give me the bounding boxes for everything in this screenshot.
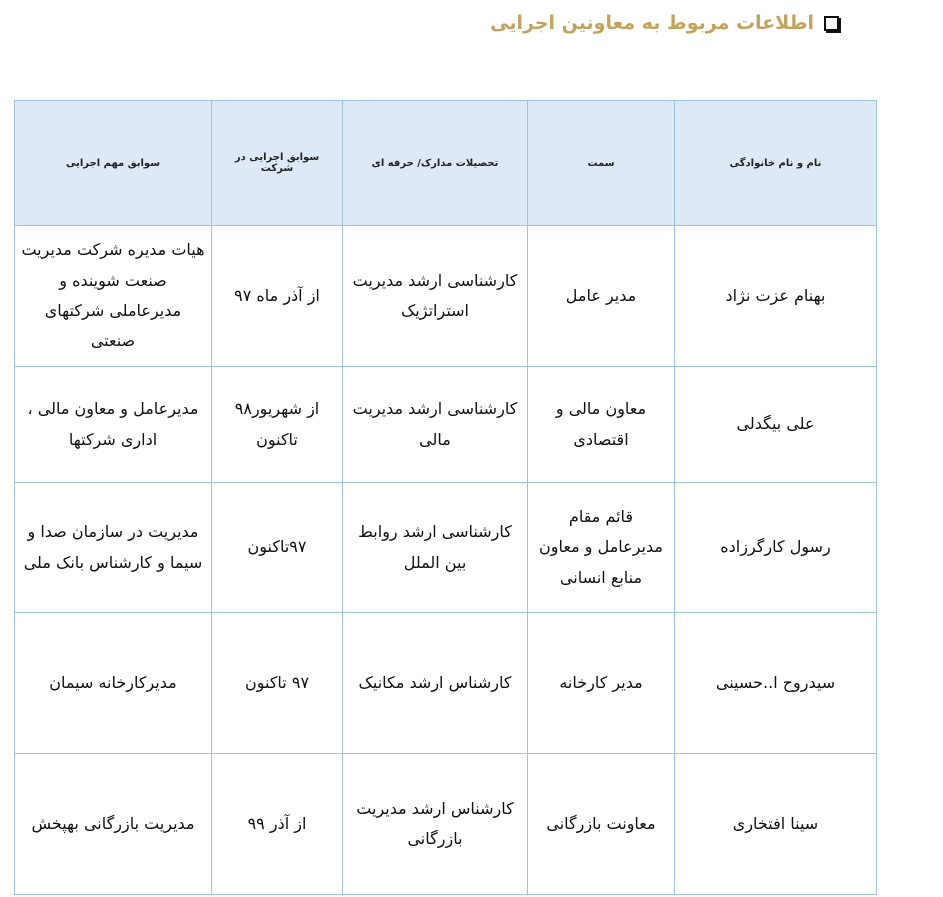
cell-education: کارشناس ارشد مدیریت بازرگانی bbox=[343, 754, 528, 895]
cell-key-record: مدیرعامل و معاون مالی ، اداری شرکتها bbox=[15, 367, 212, 483]
page-title: اطلاعات مربوط به معاونین اجرایی bbox=[490, 12, 814, 34]
cell-position: معاون مالی و اقتصادی bbox=[528, 367, 675, 483]
cell-name: رسول کارگرزاده bbox=[675, 483, 877, 613]
cell-key-record: مدیریت بازرگانی بهپخش bbox=[15, 754, 212, 895]
cell-key-record: مدیریت در سازمان صدا و سیما و کارشناس بانک ملی bbox=[15, 483, 212, 613]
cell-name: علی بیگدلی bbox=[675, 367, 877, 483]
cell-company-record: از شهریور۹۸ تاکنون bbox=[212, 367, 343, 483]
table-header-row bbox=[15, 101, 877, 226]
cell-name: بهنام عزت نژاد bbox=[675, 226, 877, 367]
table-row bbox=[15, 613, 877, 754]
checkbox-icon bbox=[824, 16, 839, 31]
executive-deputies-table bbox=[14, 100, 877, 895]
cell-key-record: مدیرکارخانه سیمان bbox=[15, 613, 212, 754]
cell-company-record: ۹۷تاکنون bbox=[212, 483, 343, 613]
cell-education: کارشناسی ارشد مدیریت استراتژیک bbox=[343, 226, 528, 367]
cell-education: کارشناسی ارشد روابط بین الملل bbox=[343, 483, 528, 613]
cell-key-record: هیات مدیره شرکت مدیریت صنعت شوینده و مدیرعاملی شرکتهای صنعتی bbox=[15, 226, 212, 367]
table-row bbox=[15, 483, 877, 613]
cell-position: مدیر عامل bbox=[528, 226, 675, 367]
cell-company-record: ۹۷ تاکنون bbox=[212, 613, 343, 754]
cell-name: سینا افتخاری bbox=[675, 754, 877, 895]
cell-education: کارشناسی ارشد مدیریت مالی bbox=[343, 367, 528, 483]
cell-position: معاونت بازرگانی bbox=[528, 754, 675, 895]
cell-company-record: از آذر ماه ۹۷ bbox=[212, 226, 343, 367]
cell-position: قائم مقام مدیرعامل و معاون منابع انسانی bbox=[528, 483, 675, 613]
header-education: تحصیلات مدارک/ حرفه ای bbox=[343, 101, 528, 226]
cell-name: سیدروح ا..حسینی bbox=[675, 613, 877, 754]
header-company-record: سوابق اجرایی در شرکت bbox=[212, 101, 343, 226]
table-row bbox=[15, 754, 877, 895]
header-name: نام و نام خانوادگی bbox=[675, 101, 877, 226]
table-row bbox=[15, 367, 877, 483]
cell-company-record: از آذر ۹۹ bbox=[212, 754, 343, 895]
section-heading bbox=[490, 12, 839, 34]
header-key-record: سوابق مهم اجرایی bbox=[15, 101, 212, 226]
cell-position: مدیر کارخانه bbox=[528, 613, 675, 754]
table-row bbox=[15, 226, 877, 367]
header-position: سمت bbox=[528, 101, 675, 226]
cell-education: کارشناس ارشد مکانیک bbox=[343, 613, 528, 754]
